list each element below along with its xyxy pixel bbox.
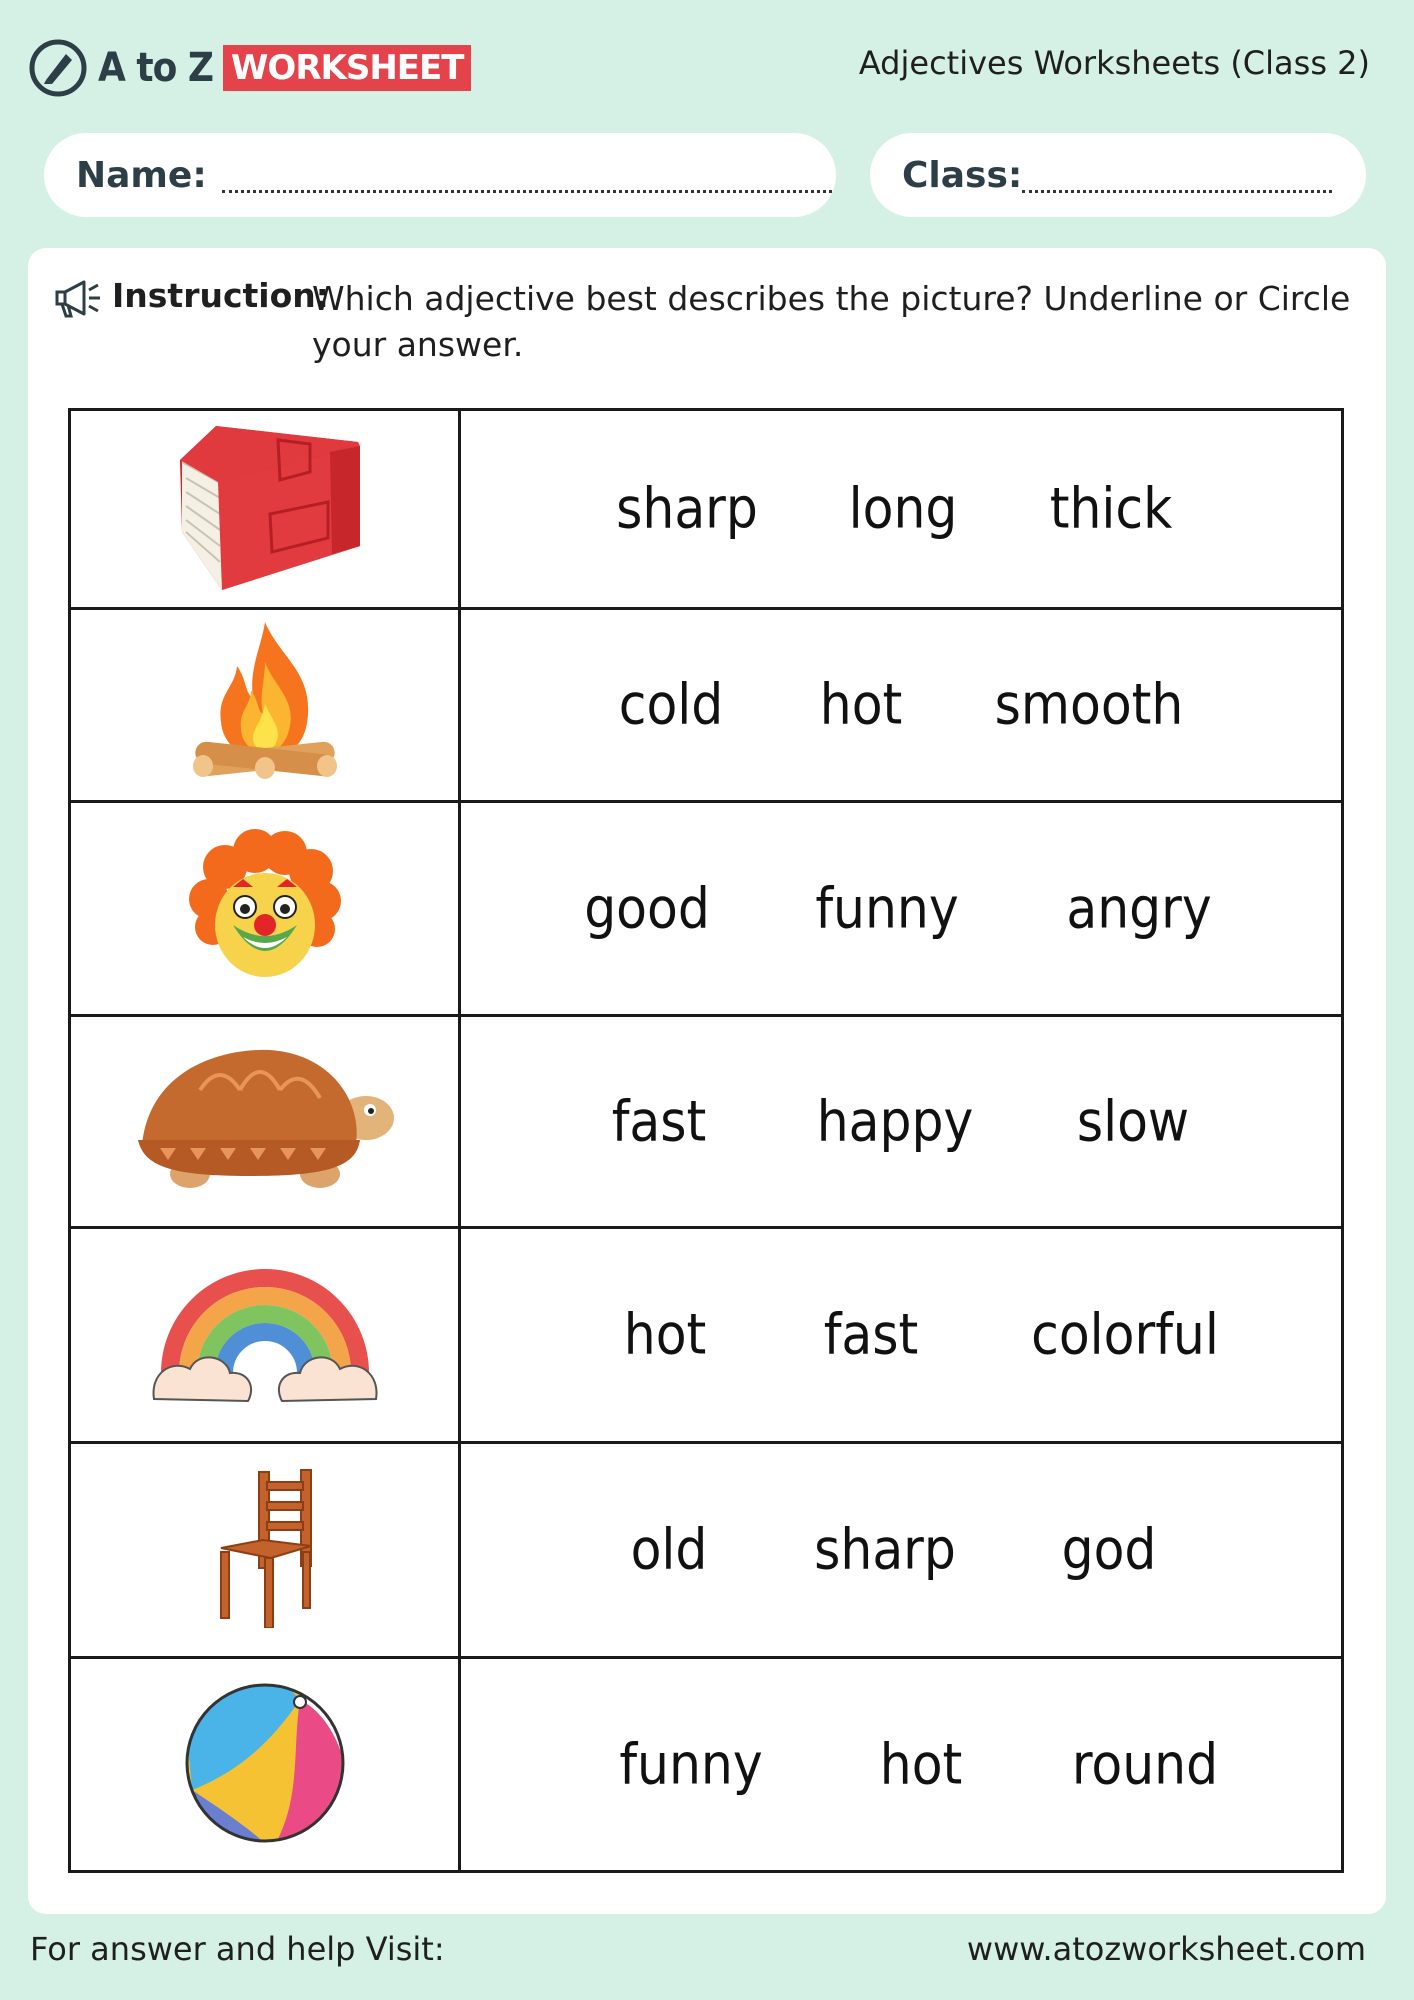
picture-cell (70, 1228, 460, 1443)
option-word[interactable]: fast (611, 1089, 707, 1154)
book-icon (160, 422, 370, 592)
options-cell (460, 1016, 1343, 1228)
table-row (70, 1228, 1343, 1443)
option-word[interactable]: god (1061, 1517, 1157, 1583)
chair-icon (215, 1468, 315, 1628)
options-cell (460, 1443, 1343, 1658)
option-word[interactable]: smooth (994, 672, 1184, 738)
picture-cell (70, 410, 460, 609)
rainbow-icon (150, 1253, 380, 1413)
class-field[interactable] (870, 133, 1366, 217)
picture-cell (70, 1016, 460, 1228)
table-row (70, 802, 1343, 1016)
turtle-icon (130, 1040, 400, 1200)
name-label: Name: (76, 155, 207, 196)
options-cell (460, 1658, 1343, 1872)
document-title: Adjectives Worksheets (Class 2) (858, 44, 1370, 82)
option-word[interactable]: round (1071, 1732, 1219, 1797)
table-row (70, 410, 1343, 609)
picture-cell (70, 609, 460, 802)
option-word[interactable]: funny (619, 1732, 763, 1797)
name-dotted-line[interactable] (222, 190, 832, 193)
megaphone-icon (54, 278, 102, 320)
option-word[interactable]: thick (1049, 476, 1173, 542)
footer-help-text: For answer and help Visit: (30, 1930, 445, 1968)
picture-cell (70, 1443, 460, 1658)
instruction-label: Instruction: (112, 276, 329, 315)
worksheet-card (28, 248, 1386, 1914)
option-word[interactable]: good (584, 876, 710, 941)
adjective-table (68, 408, 1344, 1873)
table-row (70, 609, 1343, 802)
option-word[interactable]: angry (1066, 876, 1212, 941)
site-logo[interactable] (28, 38, 471, 98)
picture-cell (70, 1658, 460, 1872)
header (0, 0, 1414, 128)
options-cell (460, 802, 1343, 1016)
option-word[interactable]: slow (1076, 1089, 1190, 1154)
option-word[interactable]: sharp (814, 1517, 956, 1583)
footer-website-link[interactable]: www.atozworksheet.com (966, 1930, 1366, 1968)
option-word[interactable]: cold (618, 672, 724, 738)
campfire-icon (185, 618, 345, 788)
instruction-text: Which adjective best describes the picture? Underline or Circle your answer. (312, 279, 1351, 364)
table-row (70, 1443, 1343, 1658)
clown-icon (185, 827, 345, 987)
options-cell (460, 410, 1343, 609)
option-word[interactable]: hot (623, 1302, 707, 1368)
option-word[interactable]: long (848, 476, 958, 542)
options-cell (460, 1228, 1343, 1443)
beach-ball-icon (182, 1680, 348, 1846)
table-row (70, 1016, 1343, 1228)
option-word[interactable]: fast (823, 1302, 919, 1368)
option-word[interactable]: funny (815, 876, 959, 941)
option-word[interactable]: hot (819, 672, 903, 738)
class-label: Class: (902, 155, 1023, 196)
options-cell (460, 609, 1343, 802)
option-word[interactable]: colorful (1031, 1302, 1219, 1368)
name-field[interactable] (44, 133, 836, 217)
option-word[interactable]: happy (816, 1089, 974, 1154)
option-word[interactable]: hot (879, 1732, 963, 1797)
logo-badge: WORKSHEET (223, 45, 472, 91)
logo-text: A to Z (98, 45, 213, 91)
table-row (70, 1658, 1343, 1872)
picture-cell (70, 802, 460, 1016)
logo-pen-icon (28, 38, 88, 98)
option-word[interactable]: old (630, 1517, 708, 1583)
option-word[interactable]: sharp (616, 476, 758, 542)
class-dotted-line[interactable] (1022, 190, 1332, 193)
